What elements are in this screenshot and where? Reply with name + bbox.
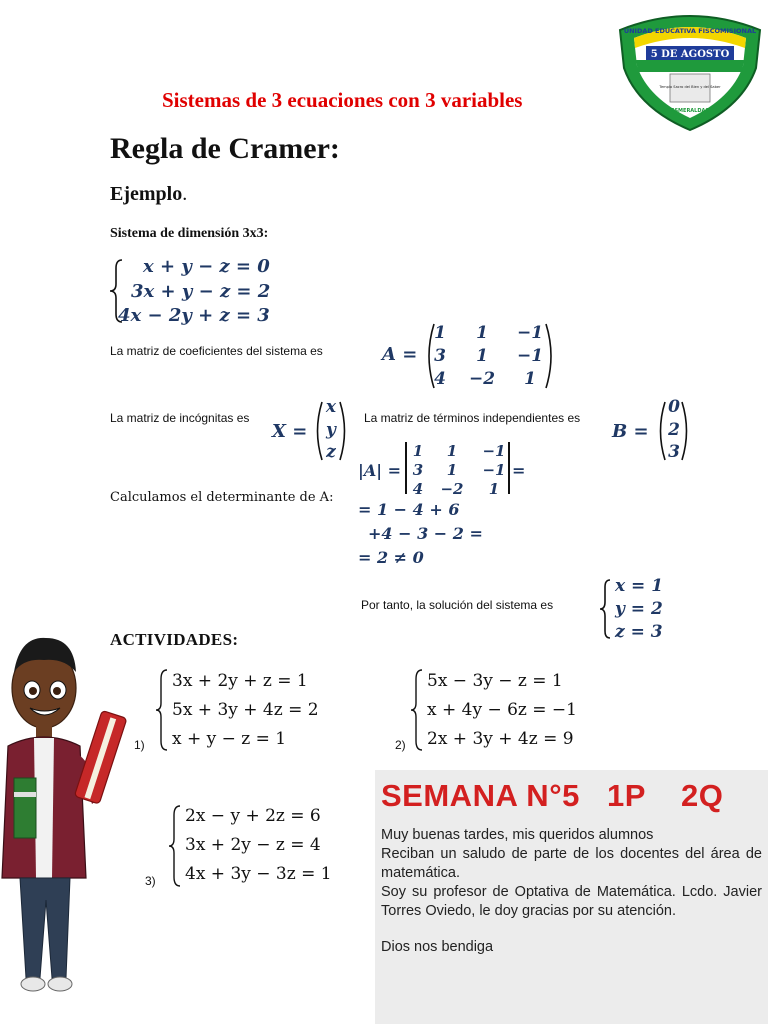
activity-3-number: 3) <box>145 874 156 888</box>
example-label: Ejemplo. <box>110 183 188 205</box>
teacher-avatar-illustration <box>0 628 130 1024</box>
solution-brace <box>598 578 612 640</box>
activity-1-eq-1: 3x + 2y + z = 1 <box>172 671 308 691</box>
det-trailing-equals: = <box>512 461 526 480</box>
week-message-line: Muy buenas tardes, mis queridos alumnos <box>381 827 654 843</box>
unknowns-caption: La matriz de incógnitas es <box>110 411 250 425</box>
logo-school-name: UNIDAD EDUCATIVA FISCOMISIONAL <box>623 27 757 35</box>
activity-1-eq-2: 5x + 3y + 4z = 2 <box>172 700 319 720</box>
matrix-a-cell: 1 <box>524 369 536 389</box>
week-note-card <box>375 770 768 1024</box>
det-cell: 1 <box>446 461 458 479</box>
activity-3-eq-3: 4x + 3y − 3z = 1 <box>185 864 332 884</box>
activity-3-eq-1: 2x − y + 2z = 6 <box>185 806 321 826</box>
matrix-x-cell: x <box>325 397 337 417</box>
matrix-a-cell: 1 <box>476 346 488 366</box>
school-logo <box>612 8 768 132</box>
section-heading: Regla de Cramer: <box>110 132 340 165</box>
system-eq-1: x + y − z = 0 <box>143 256 270 277</box>
solution-y: y = 2 <box>615 599 663 619</box>
matrix-b-label: B = <box>612 421 649 442</box>
matrix-a-cell: −1 <box>516 323 544 343</box>
activity-1-brace <box>155 668 169 752</box>
matrix-a-cell: 1 <box>434 323 446 343</box>
matrix-a-label: A = <box>382 344 418 365</box>
page-title: Sistemas de 3 ecuaciones con 3 variables <box>162 88 523 112</box>
matrix-a-cell: −1 <box>516 346 544 366</box>
week-title <box>381 778 762 814</box>
det-label: |A| = <box>358 461 402 480</box>
det-calc-caption: Calculamos el determinante de A: <box>110 490 334 505</box>
week-title-week: SEMANA N°5 <box>381 778 580 813</box>
system-eq-3: 4x − 2y + z = 3 <box>118 305 270 326</box>
det-cell: −1 <box>482 461 506 479</box>
det-cell: 1 <box>488 480 500 498</box>
det-cell: −1 <box>482 442 506 460</box>
week-message-line: Soy su profesor de Optativa de Matemática. Lcdo. Javier Torres Oviedo, le doy gracias por su atención. <box>381 884 762 919</box>
det-cell: 4 <box>412 480 424 498</box>
matrix-x-label: X = <box>272 421 308 442</box>
activity-2-eq-1: 5x − 3y − z = 1 <box>427 671 563 691</box>
solution-caption: Por tanto, la solución del sistema es <box>361 598 554 612</box>
activity-2-eq-2: x + 4y − 6z = −1 <box>427 700 577 720</box>
activities-heading: ACTIVIDADES: <box>110 630 239 649</box>
det-step-3: = 2 ≠ 0 <box>358 548 424 567</box>
week-message <box>381 826 762 921</box>
activity-1-number: 1) <box>134 738 145 752</box>
logo-motto: Templo Sacro del Bien y del Saber <box>659 85 721 89</box>
matrix-x-cell: y <box>326 420 336 440</box>
solution-z: z = 3 <box>615 622 663 642</box>
det-step-2: +4 − 3 − 2 = <box>368 524 483 543</box>
det-cell: 1 <box>412 442 424 460</box>
activity-3-eq-2: 3x + 2y − z = 4 <box>185 835 321 855</box>
dimension-label: Sistema de dimensión 3x3: <box>110 226 269 241</box>
matrix-b-cell: 3 <box>668 442 680 462</box>
week-title-quimester: 2Q <box>681 778 724 813</box>
week-message-line: Reciban un saludo de parte de los docentes del área de matemática. <box>381 846 762 881</box>
matrix-b-cell: 0 <box>668 397 680 417</box>
week-title-partial: 1P <box>606 778 646 813</box>
logo-city: ESMERALDAS <box>671 108 709 114</box>
activity-1-eq-3: x + y − z = 1 <box>172 729 287 749</box>
matrix-a-cell: −2 <box>468 369 496 389</box>
logo-banner: 5 DE AGOSTO <box>650 49 730 60</box>
week-signoff: Dios nos bendiga <box>381 939 494 955</box>
activity-2-eq-3: 2x + 3y + 4z = 9 <box>427 729 574 749</box>
indep-caption: La matriz de términos independientes es <box>364 411 581 425</box>
matrix-b-cell: 2 <box>668 420 680 440</box>
matrix-a-cell: 1 <box>476 323 488 343</box>
det-cell: −2 <box>440 480 464 498</box>
coef-caption: La matriz de coeficientes del sistema es <box>110 344 323 358</box>
matrix-a-cell: 4 <box>434 369 446 389</box>
det-cell: 1 <box>446 442 458 460</box>
activity-2-brace <box>410 668 424 752</box>
activity-2-number: 2) <box>395 738 406 752</box>
det-cell: 3 <box>412 461 424 479</box>
activity-3-brace <box>168 804 182 888</box>
matrix-a-cell: 3 <box>434 346 446 366</box>
system-eq-2: 3x + y − z = 2 <box>131 281 271 302</box>
det-step-1: = 1 − 4 + 6 <box>358 500 460 519</box>
solution-x: x = 1 <box>615 576 664 596</box>
matrix-x-cell: z <box>326 442 336 462</box>
